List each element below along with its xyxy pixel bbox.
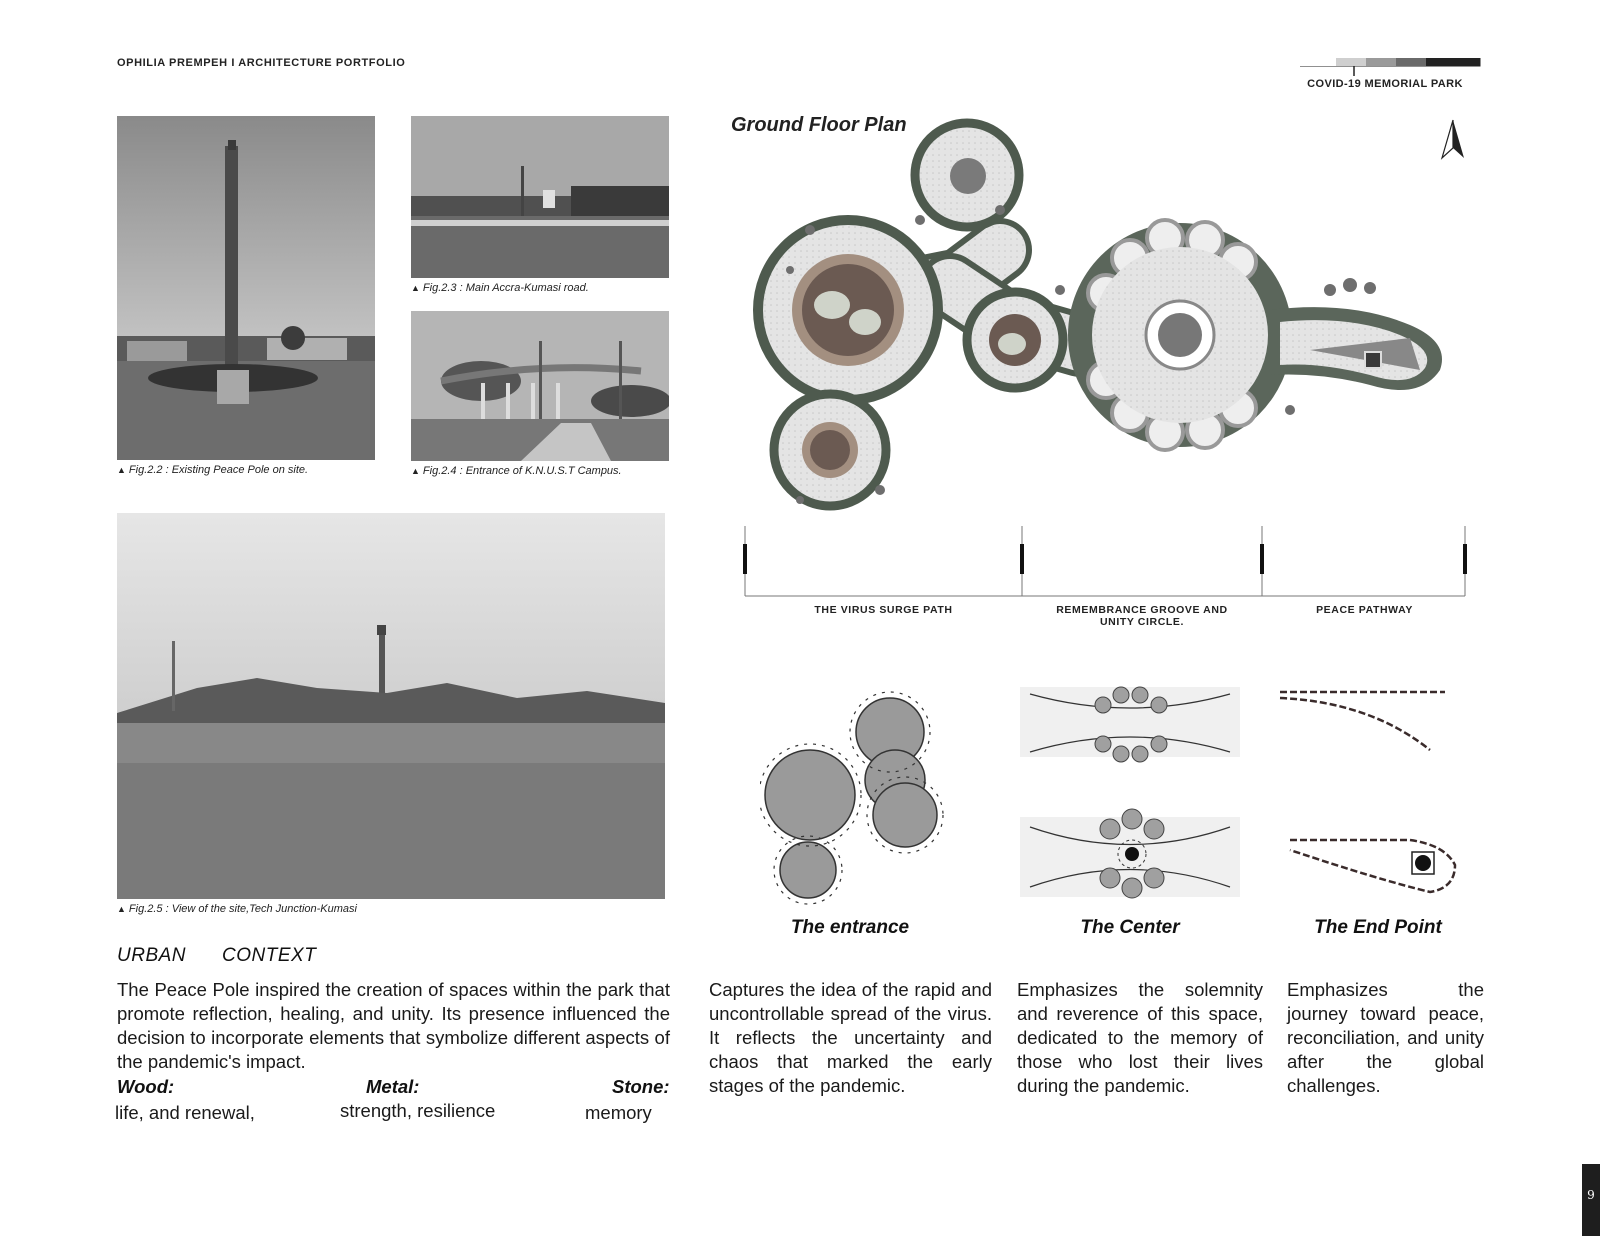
- urban-context-text: The Peace Pole inspired the creation of spaces within the park that promote reflection, healing, and unity. Its presence influenced the decision to incorporate elements that symbolize different aspects of the pandemic's impact.: [117, 979, 670, 1072]
- material-label-wood: Wood:: [117, 1076, 175, 1097]
- material-desc-stone: memory: [585, 1102, 652, 1123]
- project-title: COVID-19 MEMORIAL PARK: [1307, 78, 1463, 90]
- photo-knust-entrance: [411, 311, 669, 461]
- material-desc-metal: strength, resilience: [340, 1100, 496, 1121]
- concept-title-center: The Center: [1080, 917, 1180, 938]
- triangle-marker-icon: ▲: [117, 465, 126, 475]
- concept-text-end-point: Emphasizes the journey toward peace, reconciliation, and unity after the global challenges.: [1287, 979, 1484, 1096]
- caption-fig-2-5: ▲ Fig.2.5 : View of the site,Tech Junction-Kumasi: [117, 903, 357, 915]
- center-diagram: [1020, 682, 1250, 912]
- ground-floor-plan-drawing: [750, 110, 1480, 540]
- material-label-metal: Metal:: [366, 1076, 420, 1097]
- portfolio-header: OPHILIA PREMPEH I ARCHITECTURE PORTFOLIO: [117, 57, 406, 69]
- end-point-diagram: [1270, 680, 1470, 910]
- caption-fig-2-2: ▲ Fig.2.2 : Existing Peace Pole on site.: [117, 464, 309, 476]
- material-label-stone: Stone:: [612, 1076, 670, 1097]
- material-desc-wood: life, and renewal,: [115, 1102, 255, 1123]
- plan-title: Ground Floor Plan: [731, 114, 907, 136]
- zone-label-virus-surge: THE VIRUS SURGE PATH: [814, 604, 953, 616]
- concept-title-entrance: The entrance: [790, 917, 910, 938]
- page-number: 9: [1587, 1188, 1595, 1202]
- caption-fig-2-4: ▲ Fig.2.4 : Entrance of K.N.U.S.T Campus.: [411, 465, 622, 477]
- urban-context-heading: URBAN CONTEXT: [117, 945, 317, 966]
- zone-label-remembrance: REMEMBRANCE GROOVE AND UNITY CIRCLE.: [1056, 604, 1228, 628]
- caption-fig-2-3: ▲ Fig.2.3 : Main Accra-Kumasi road.: [411, 282, 589, 294]
- scale-bar-graphic: [1300, 58, 1484, 78]
- concept-title-end-point: The End Point: [1314, 917, 1442, 938]
- zone-divider-lines: [740, 526, 1470, 600]
- triangle-marker-icon: ▲: [411, 466, 420, 476]
- zone-label-peace-pathway: PEACE PATHWAY: [1316, 604, 1413, 616]
- concept-text-center: Emphasizes the solemnity and reverence of this space, dedicated to the memory of those who lost their lives during the pandemic.: [1017, 979, 1263, 1096]
- photo-peace-pole: [117, 116, 375, 460]
- virus-cluster-diagram: [760, 690, 960, 910]
- page-number-tab: [1582, 1164, 1600, 1236]
- triangle-marker-icon: ▲: [117, 904, 126, 914]
- photo-site-view: [117, 513, 665, 899]
- triangle-marker-icon: ▲: [411, 283, 420, 293]
- photo-main-road: [411, 116, 669, 278]
- concept-text-entrance: Captures the idea of the rapid and uncontrollable spread of the virus. It reflects the uncertainty and chaos that marked the early stages of the pandemic.: [709, 979, 992, 1096]
